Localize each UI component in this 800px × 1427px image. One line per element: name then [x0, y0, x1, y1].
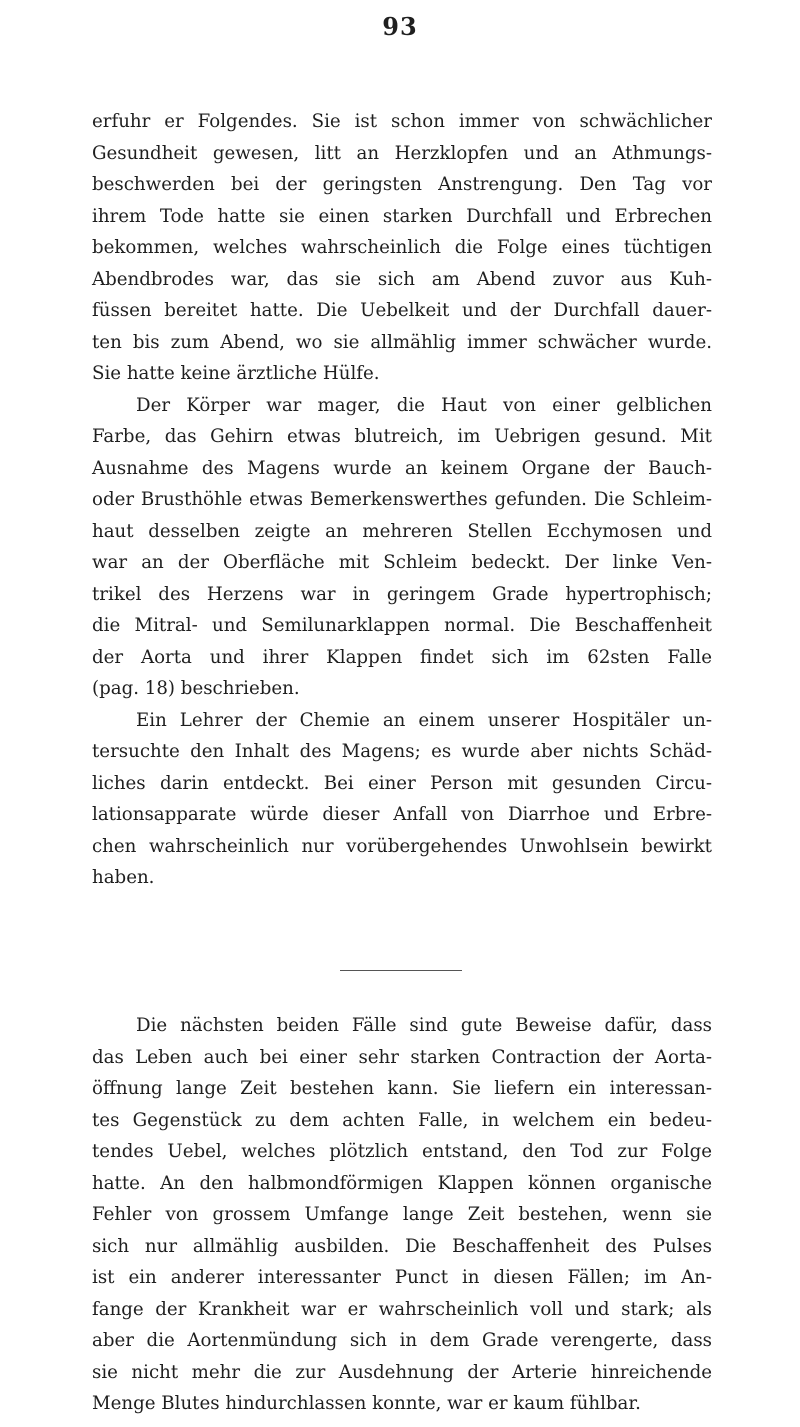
text-line: oder Brusthöhle etwas Bemerkenswerthes gefunden. Die Schleim- — [92, 489, 712, 510]
text-line: hatte. An den halbmondförmigen Klappen können organische — [92, 1172, 712, 1194]
text-block-1 — [92, 106, 712, 894]
text-line: das Leben auch bei einer sehr starken Contraction der Aorta- — [92, 1046, 712, 1068]
text-line: Die nächsten beiden Fälle sind gute Beweise dafür, dass — [136, 1015, 712, 1036]
text-line: Der Körper war mager, die Haut von einer gelblichen — [136, 394, 712, 416]
text-line: füssen bereitet hatte. Die Uebelkeit und der Durchfall dauer- — [92, 300, 712, 321]
text-line: Gesundheit gewesen, litt an Herzklopfen und an Athmungs- — [92, 142, 712, 164]
text-line: Sie hatte keine ärztliche Hülfe. — [92, 363, 380, 384]
text-line: öffnung lange Zeit bestehen kann. Sie liefern ein interessan- — [92, 1078, 712, 1099]
text-line: liches darin entdeckt. Bei einer Person mit gesunden Circu- — [92, 772, 712, 794]
text-line: war an der Oberfläche mit Schleim bedeckt. Der linke Ven- — [92, 552, 712, 573]
text-line: aber die Aortenmündung sich in dem Grade verengerte, dass — [92, 1330, 712, 1351]
text-line: Farbe, das Gehirn etwas blutreich, im Uebrigen gesund. Mit — [92, 426, 712, 447]
text-line: der Aorta und ihrer Klappen findet sich im 62sten Falle — [92, 646, 712, 668]
text-line: Ein Lehrer der Chemie an einem unserer Hospitäler un- — [136, 709, 712, 731]
text-line: ihrem Tode hatte sie einen starken Durchfall und Erbrechen — [92, 205, 712, 227]
text-line: haben. — [92, 867, 155, 888]
text-line: tes Gegenstück zu dem achten Falle, in welchem ein bedeu- — [92, 1109, 712, 1131]
text-line: die Mitral- und Semilunarklappen normal. Die Beschaffenheit — [92, 615, 712, 636]
text-line: ten bis zum Abend, wo sie allmählig immer schwächer wurde. — [92, 331, 712, 353]
text-line: tersuchte den Inhalt des Magens; es wurde aber nichts Schäd- — [92, 741, 712, 762]
text-line: Fehler von grossem Umfange lange Zeit bestehen, wenn sie — [92, 1204, 712, 1225]
text-line: bekommen, welches wahrscheinlich die Folge eines tüchtigen — [92, 237, 712, 258]
section-separator — [340, 970, 462, 971]
text-line: (pag. 18) beschrieben. — [92, 678, 300, 699]
text-line: lationsapparate würde dieser Anfall von Diarrhoe und Erbre- — [92, 804, 712, 825]
text-line: haut desselben zeigte an mehreren Stellen Ecchymosen und — [92, 520, 712, 542]
text-line: sich nur allmählig ausbilden. Die Beschaffenheit des Pulses — [92, 1235, 712, 1257]
text-line: chen wahrscheinlich nur vorübergehendes Unwohlsein bewirkt — [92, 835, 712, 857]
text-line: trikel des Herzens war in geringem Grade hypertrophisch; — [92, 583, 712, 605]
text-line: erfuhr er Folgendes. Sie ist schon immer von schwächlicher — [92, 111, 712, 132]
text-line: ist ein anderer interessanter Punct in diesen Fällen; im An- — [92, 1267, 712, 1288]
page-number: 93 — [382, 12, 418, 41]
text-line: fange der Krankheit war er wahrscheinlich voll und stark; als — [92, 1298, 712, 1320]
text-line: Menge Blutes hindurchlassen konnte, war er kaum fühlbar. — [92, 1393, 641, 1414]
text-block-2 — [92, 1010, 712, 1420]
text-line: tendes Uebel, welches plötzlich entstand, den Tod zur Folge — [92, 1141, 712, 1162]
text-line: sie nicht mehr die zur Ausdehnung der Arterie hinreichende — [92, 1361, 712, 1383]
text-line: beschwerden bei der geringsten Anstrengung. Den Tag vor — [92, 174, 712, 195]
text-line: Abendbrodes war, das sie sich am Abend zuvor aus Kuh- — [92, 268, 712, 290]
text-line: Ausnahme des Magens wurde an keinem Organe der Bauch- — [92, 457, 712, 479]
